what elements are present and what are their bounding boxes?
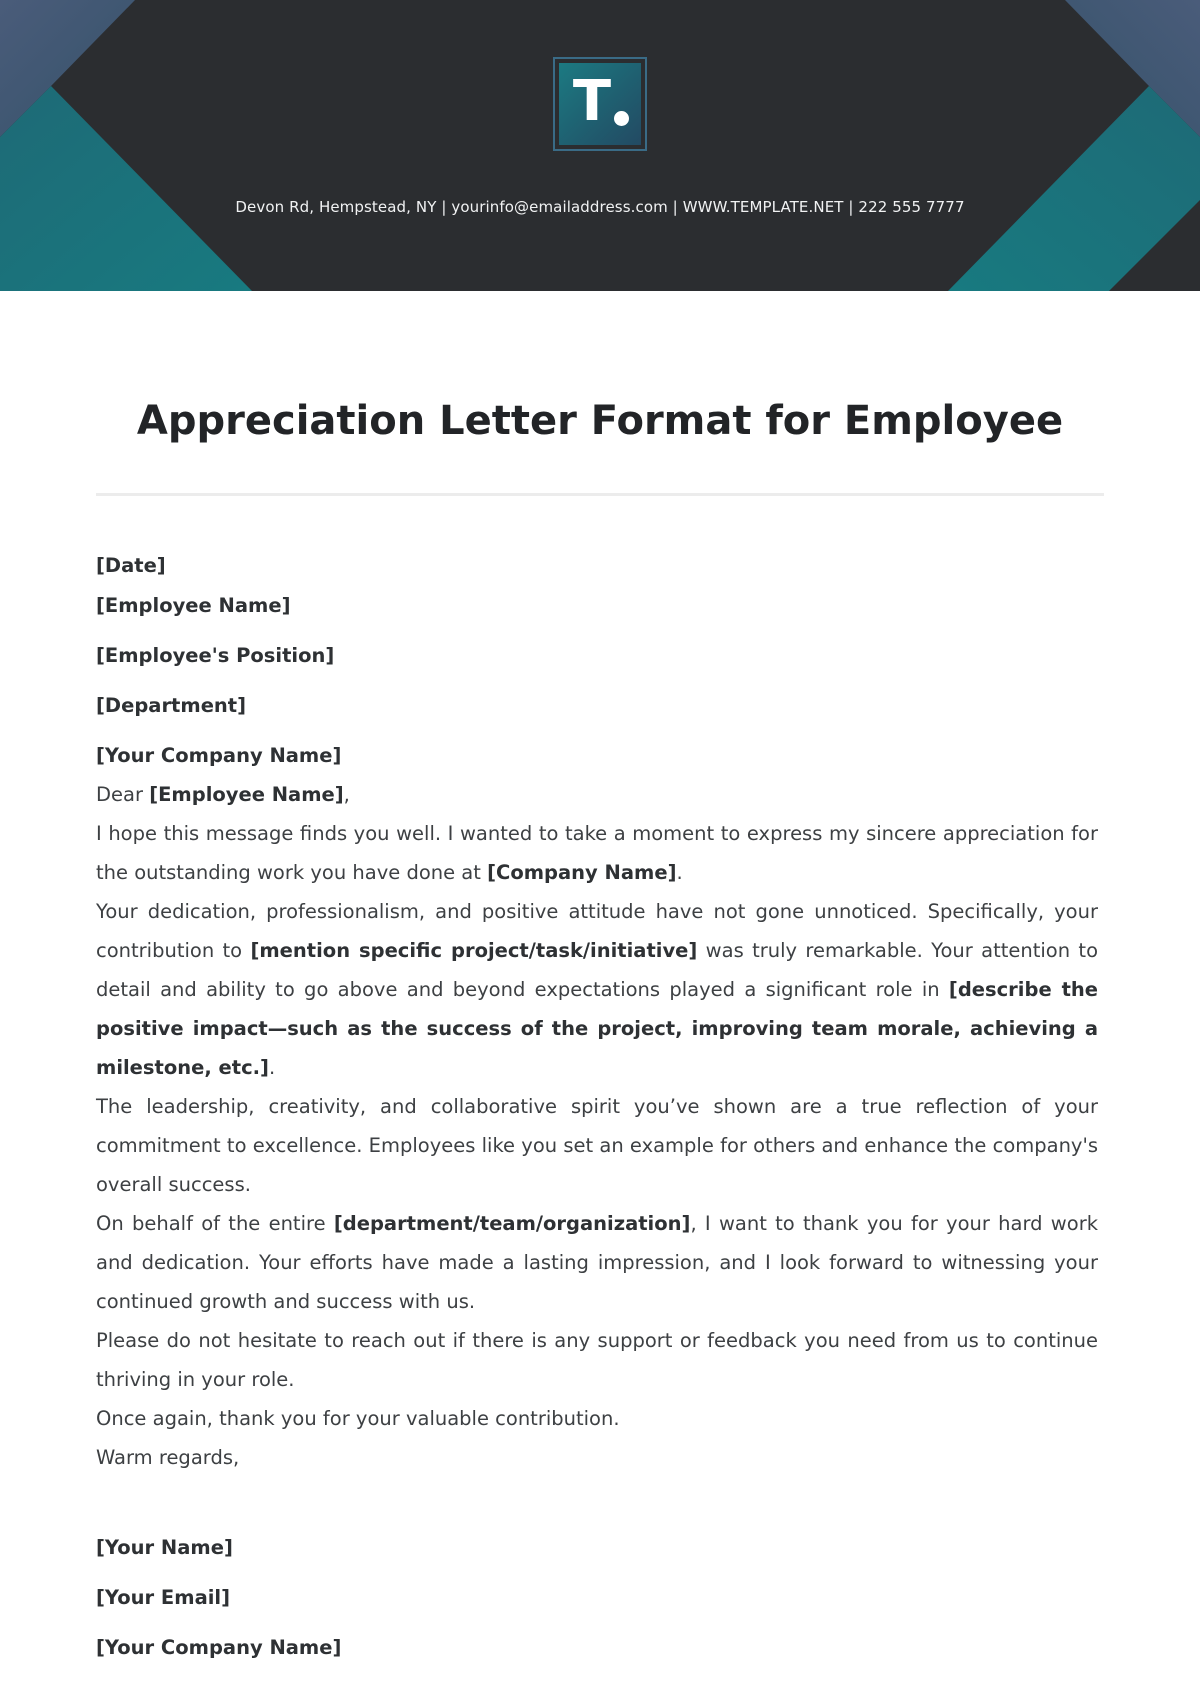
paragraph-1 — [96, 814, 1098, 892]
closing: Warm regards, — [96, 1446, 240, 1469]
organization-placeholder: [department/team/organization] — [333, 1212, 691, 1235]
paragraph-4 — [96, 1204, 1098, 1321]
title-divider — [96, 493, 1104, 496]
paragraph-6: Once again, thank you for your valuable contribution. — [96, 1407, 620, 1430]
paragraph-2-end: . — [268, 1056, 276, 1079]
impact-placeholder: [describe the positive impact—such as the success of the project, improving team morale, achieving a milestone, etc.] — [96, 978, 1098, 1079]
logo-mark — [559, 63, 641, 145]
signature-email: [Your Email] — [96, 1586, 231, 1609]
greeting-name: [Employee Name] — [149, 783, 344, 806]
company-name-placeholder: [Company Name] — [487, 861, 677, 884]
signature-name: [Your Name] — [96, 1536, 233, 1559]
paragraph-3: The leadership, creativity, and collaborative spirit you’ve shown are a true reflection of your commitment to excellence. Employees like you set an example for others and enhance the company's overall success. — [96, 1095, 1098, 1196]
department-field: [Department] — [96, 694, 247, 717]
page-title: Appreciation Letter Format for Employee — [136, 398, 1064, 444]
paragraph-4-text-2: , I want to thank you for your hard work and dedication. Your efforts have made a lasting impression, and I look forward to witnessing your continued growth and success with us. — [96, 1212, 1098, 1313]
date-field: [Date] — [96, 554, 166, 577]
signature-spacer — [96, 1477, 1098, 1528]
paragraph-2 — [96, 892, 1098, 1087]
company-logo — [553, 57, 647, 151]
company-name-field: [Your Company Name] — [96, 744, 342, 767]
greeting-suffix: , — [343, 783, 350, 806]
employee-position-field: [Employee's Position] — [96, 644, 335, 667]
corner-shape-bottom-left — [0, 86, 252, 291]
paragraph-5: Please do not hesitate to reach out if there is any support or feedback you need from us to continue thriving in your role. — [96, 1329, 1098, 1391]
paragraph-2-text-1: Your dedication, professionalism, and positive attitude have not gone unnoticed. Specifically, your contribution to — [96, 900, 1098, 962]
paragraph-2-text-2: was truly remarkable. Your attention to detail and ability to go above and beyond expectations played a significant role in — [96, 939, 1099, 1001]
project-placeholder: [mention specific project/task/initiative] — [250, 939, 698, 962]
paragraph-4-text-1: On behalf of the entire — [96, 1212, 334, 1235]
letter-body — [96, 548, 1098, 1667]
paragraph-1-end: . — [676, 861, 683, 884]
paragraph-1-text: I hope this message finds you well. I wanted to take a moment to express my sincere appreciation for the outstanding work you have done at — [96, 822, 1098, 884]
greeting — [96, 775, 1098, 814]
contact-info: Devon Rd, Hempstead, NY | yourinfo@emailaddress.com | WWW.TEMPLATE.NET | 222 555 7777 — [235, 198, 965, 216]
recipient-block — [96, 548, 1098, 775]
greeting-prefix: Dear — [96, 783, 150, 806]
signature-block — [96, 1528, 1098, 1667]
logo-dot-icon — [614, 111, 629, 126]
logo-letter: T — [572, 69, 612, 134]
signature-company: [Your Company Name] — [96, 1636, 342, 1659]
employee-name-field: [Employee Name] — [96, 594, 291, 617]
header-banner — [0, 0, 1200, 291]
